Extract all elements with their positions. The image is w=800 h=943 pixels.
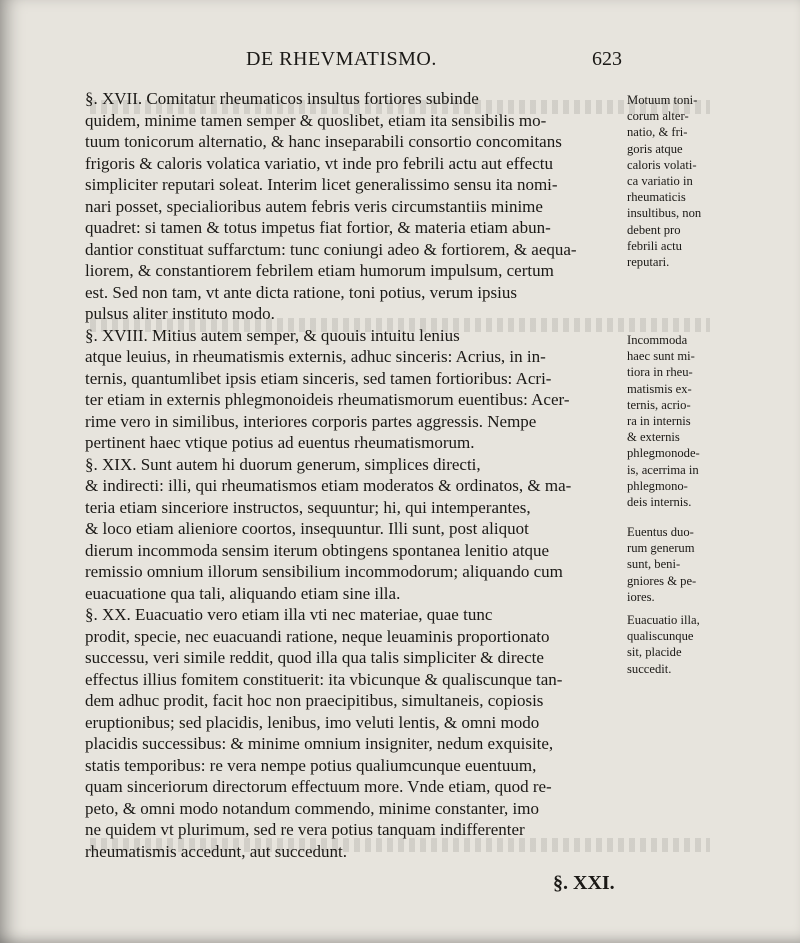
- margin-note-line: sit, placide: [627, 645, 682, 660]
- text-line: placidis successibus: & minime omnium insigniter, nedum exquisite,: [85, 734, 554, 753]
- margin-note-line: matismis ex-: [627, 381, 692, 396]
- margin-note-line: is, acerrima in: [627, 462, 699, 477]
- margin-note-line: insultibus, non: [627, 206, 702, 221]
- text-line: atque leuius, in rheumatismis externis, adhuc sinceris: Acrius, in in-: [85, 347, 546, 366]
- text-line: frigoris & caloris volatica variatio, vt inde pro febrili actu aut effectu: [85, 153, 553, 173]
- text-line: pulsus aliter instituto modo.: [85, 304, 275, 323]
- margin-note-line: goris atque: [627, 141, 683, 156]
- text-line: statis temporibus: re vera nempe potius qualiumcunque euentuum,: [85, 755, 537, 775]
- margin-note-line: debent pro: [627, 222, 681, 237]
- text-line: effectus illius fomitem constituerit: ita vbicunque & qualiscunque tan-: [85, 669, 563, 689]
- text-line: §. XIX. Sunt autem hi duorum generum, simplices directi,: [85, 454, 481, 474]
- margin-note-line: caloris volati-: [627, 157, 697, 172]
- text-line: nari posset, specialioribus autem febris veris circumstantiis minime: [85, 196, 543, 216]
- margin-note-line: succedit.: [627, 661, 672, 676]
- main-text-column: [85, 88, 627, 862]
- text-line: pertinent haec vtique potius ad euentus rheumatismorum.: [85, 433, 475, 452]
- text-line: & indirecti: illi, qui rheumatismos etiam moderatos & ordinatos, & ma-: [85, 476, 572, 495]
- text-line: rime vero in similibus, interiores corporis partes aggressis. Nempe: [85, 411, 537, 431]
- margin-note-line: ternis, acrio-: [627, 397, 691, 412]
- text-line: ne quidem vt plurimum, sed re vera potius tanquam indifferenter: [85, 820, 525, 839]
- margin-note-line: febrili actu: [627, 238, 682, 253]
- text-line: ternis, quantumlibet ipsis etiam sinceris, sed tamen fortioribus: Acri-: [85, 368, 552, 388]
- margin-note-line: deis internis.: [627, 495, 692, 510]
- text-line: quadret: si tamen & totus impetus fiat fortior, & materia etiam abun-: [85, 218, 551, 237]
- text-line: est. Sed non tam, vt ante dicta ratione, toni potius, verum ipsius: [85, 282, 518, 302]
- text-line: teria etiam sinceriore instructos, sequuntur; hi, qui intemperantes,: [85, 497, 531, 517]
- margin-note-line: ca variatio in: [627, 174, 693, 189]
- text-line: eruptionibus; sed placidis, lenibus, imo veluti lentis, & omni modo: [85, 712, 540, 732]
- text-line: peto, & omni modo notandum commendo, minime constanter, imo: [85, 798, 540, 818]
- margin-note-line: iores.: [627, 589, 655, 604]
- margin-note-line: tiora in rheu-: [627, 365, 693, 380]
- text-line: dem adhuc prodit, facit hoc non praecipitibus, simultaneis, copiosis: [85, 691, 544, 710]
- text-line: rheumatismis accedunt, aut succedunt.: [85, 841, 347, 861]
- margin-note-line: ra in internis: [627, 414, 691, 429]
- margin-note-line: haec sunt mi-: [627, 349, 695, 364]
- margin-note-line: Euentus duo-: [627, 525, 694, 539]
- page-number: 623: [592, 48, 622, 70]
- running-header: [0, 48, 800, 78]
- text-line: tuum tonicorum alternatio, & hanc inseparabili consortio concomitans: [85, 132, 562, 151]
- text-line: & loco etiam alieniore coortos, insequuntur. Illi sunt, post aliquot: [85, 519, 529, 538]
- margin-note: [627, 332, 700, 510]
- margin-note-line: & externis: [627, 430, 680, 445]
- text-line: quidem, minime tamen semper & quoslibet, etiam ita sensibilis mo-: [85, 110, 547, 130]
- text-line: dierum incommoda sensim iterum obtingens spontanea lenitio atque: [85, 540, 550, 560]
- margin-note-line: phlegmono-: [627, 478, 688, 493]
- margin-note-line: reputari.: [627, 255, 670, 270]
- margin-note-line: Motuum toni-: [627, 93, 698, 107]
- margin-note-line: corum alter-: [627, 109, 689, 124]
- margin-note: [627, 524, 696, 605]
- catchword: §. XXI.: [553, 872, 615, 894]
- margin-note-line: gniores & pe-: [627, 573, 697, 588]
- text-line: quam sinceriorum directorum effectuum more. Vnde etiam, quod re-: [85, 777, 552, 796]
- margin-note-line: phlegmonode-: [627, 446, 700, 461]
- margin-note-line: rum generum: [627, 541, 695, 556]
- text-line: §. XVII. Comitatur rheumaticos insultus fortiores subinde: [85, 89, 479, 108]
- margin-note-line: qualiscunque: [627, 629, 694, 644]
- margin-note-line: natio, & fri-: [627, 125, 688, 140]
- margin-note-line: Euacuatio illa,: [627, 613, 700, 627]
- margin-note: [627, 92, 701, 270]
- text-line: euacuatione qua tali, aliquando etiam sine illa.: [85, 583, 401, 603]
- margin-note-line: Incommoda: [627, 333, 688, 347]
- text-line: liorem, & constantiorem febrilem etiam humorum impulsum, certum: [85, 261, 554, 280]
- text-line: ter etiam in externis phlegmonoideis rheumatismorum euentibus: Acer-: [85, 390, 570, 409]
- margin-note-line: rheumaticis: [627, 190, 686, 205]
- running-title: DE RHEVMATISMO.: [246, 48, 437, 70]
- text-line: remissio omnium illorum sensibilium incommodorum; aliquando cum: [85, 562, 563, 581]
- text-line: prodit, specie, nec euacuandi ratione, neque leuaminis proportionato: [85, 626, 550, 646]
- text-line: dantior constituat suffarctum: tunc coniungi adeo & fortiorem, & aequa-: [85, 239, 577, 259]
- text-line: §. XX. Euacuatio vero etiam illa vti nec materiae, quae tunc: [85, 605, 493, 624]
- text-line: simpliciter reputari soleat. Interim licet generalissimo sensu ita nomi-: [85, 175, 558, 194]
- margin-note: [627, 612, 700, 677]
- text-line: successu, veri simile reddit, quod illa qua talis simpliciter & directe: [85, 648, 544, 667]
- margin-note-line: sunt, beni-: [627, 557, 681, 572]
- text-line: §. XVIII. Mitius autem semper, & quouis intuitu lenius: [85, 325, 460, 345]
